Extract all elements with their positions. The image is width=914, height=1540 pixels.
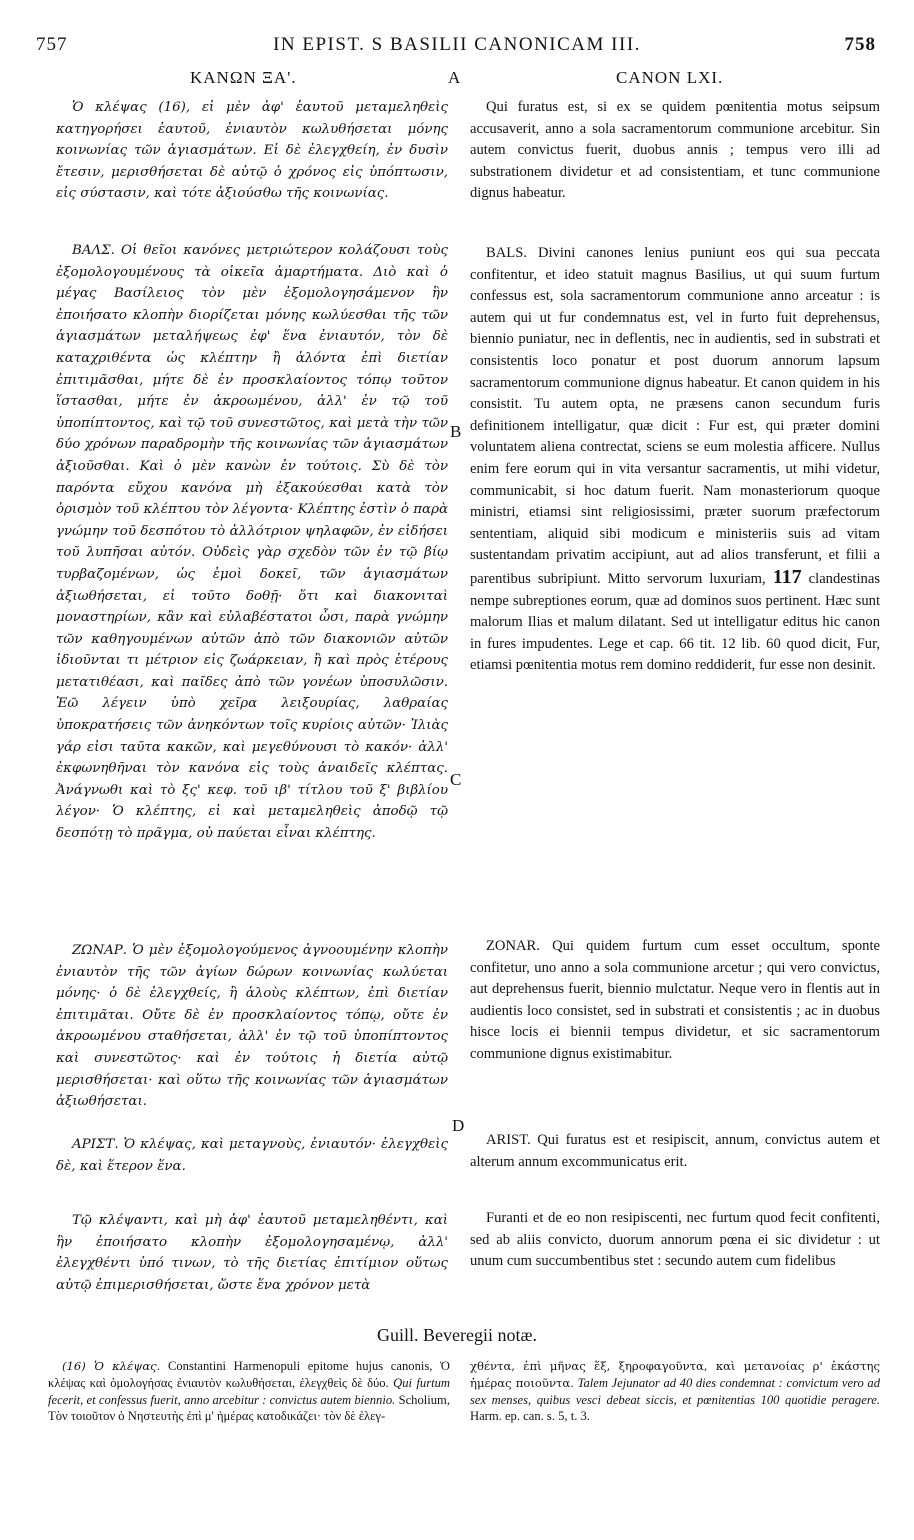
note-latin-continuation: Talem Jejunator ad 40 dies condemnat : convictum vero ad sex menses, quibus vesci debeat siccis, et pœnitentias 100 quotidie peragere. xyxy=(470,1375,880,1407)
greek-zonaras-commentary xyxy=(56,940,448,1113)
notes-left-column xyxy=(48,1358,450,1425)
greek-canon-text xyxy=(56,97,448,205)
latin-balsamon-commentary xyxy=(470,243,880,677)
greek-final-paragraph xyxy=(56,1210,448,1296)
latin-final-paragraph xyxy=(470,1208,880,1273)
greek-balsamon-paragraph: ΒΑΛΣ. Οἱ θεῖοι κανόνες μετριώτερον κολάζουσι τοὺς ἐξομολογουμένους τὰ οἰκεῖα ἁμαρτήματα. Διὸ καὶ ὁ μέγας Βασίλειος τὸν μὲν ἐξομολογησάμενον ἣν ἐποιήσατο κλοπὴν διορίζεται μόνης κωλύεσθαι τῆς τῶν ἁγιασμάτων μεταλήψεως ἐφ' ἕνα ἐνιαυτόν, τὸν δὲ καταχριθέντα ὡς κλέπτην ἢ ἁλόντα ἐπὶ διετίαν ἐπιτιμᾶσθαι, μήτε δὲ ἐν προσκλαίοντος τόπῳ τοῦτον ἵστασθαι, μήτε ἐν ἀκροωμένου, ἀλλ' ἐν τῷ τοῦ ὑποπίπτοντος, καὶ τῷ τοῦ συνεστῶτος, καὶ μετὰ τὴν τῶν δύο χρόνων παραδρομὴν τῆς κοινωνίας τῶν ἁγιασμάτων ἀξιοῦσθαι. Καὶ ὁ μὲν κανὼν ἐν τούτοις. Σὺ δὲ τὸν παρόντα εὔχου κανόνα μὴ ἐξακούεσθαι κατὰ τὸν ὁρισμὸν τοῦ κλέπτου τὸν λέγοντα· Κλέπτης ἐστὶν ὁ παρὰ γνώμην τοῦ δεσπότου τὸ ἀλλότριον ψηλαφῶν, ἐν εἰδήσει τοῦ λυπῆσαι αὐτόν. Οὐδεὶς γὰρ σχεδὸν τῶν ἐν τῷ βίῳ τυρβαζομένων, ὡς ἐμοὶ δοκεῖ, τῶν ἁγιασμάτων ἀξιωθήσεται, εἰ τοῦτο δοθῇ· ὅτι καὶ διακονιταὶ μοναστηρίων, κἂν καὶ εὐλαβέστατοι ὦσι, παρὰ γνώμην τῶν καθηγουμένων αὐτῶν ἀπὸ τῶν διακονιῶν αὐτῶν ἰδιοῦνται τι μέτριον εἰς ζωάρκειαν, ἢ καὶ πρὸς ἑτέρους μετατιθέασι, καὶ παῖδες ἀπὸ τῶν γονέων ὑποσυλῶσιν. Ἐῶ λέγειν ὑπὸ χεῖρα λειξουρίας, λαθραίας ὑποκρατήσεις τῶν ἀνηκόντων τοῖς κυρίοις αὐτῶν· Ἰλιὰς γάρ εἰσι ταῦτα κακῶν, καὶ μεγεθύνουσι τὸ κακόν· ἀλλ' ἐκφωνηθῆναι τὸν κανόνα εἰς τοὺς ἀναιδεῖς κλέπτας. Ἀνάγνωθι καὶ τὸ ξς' κεφ. τοῦ ιβ' τίτλου τοῦ ξ' βιβλίου λέγον· Ὁ κλέπτης, εἰ καὶ μεταμεληθεὶς ἀποδῷ τῷ δεσπότῃ τὸ πρᾶγμα, οὐ παύεται εἶναι κλέπτης. xyxy=(56,243,448,842)
running-title: IN EPIST. S BASILII CANONICAM III. xyxy=(273,34,641,55)
latin-aristenus-paragraph: ARIST. Qui furatus est et resipiscit, annum, convictus autem et alterum annum excommunicatus erit. xyxy=(470,1132,880,1170)
greek-final-text: Τῷ κλέψαντι, καὶ μὴ ἀφ' ἑαυτοῦ μεταμεληθέντι, καὶ ἣν ἐποιήσατο κλοπὴν ἐξομολογησαμένῳ, ἀλλ' ἐλεγχθέντι ὑπό τινων, τὸ τῆς διετίας ἐπιτίμιον οὕτως αὐτῷ ἐπιμερισθήσεται, ὥστε ἕνα χρόνον μετὰ xyxy=(56,1213,448,1293)
latin-canon-text xyxy=(470,97,880,205)
latin-zonaras-paragraph: ZONAR. Qui quidem furtum cum esset occultum, sponte confitetur, uno anno a sola communione arcetur ; qui vero convictus, aut deprehensus fuerit, biennio mulctatur. Neque vero in flentis aut in audientis loco consistet, sed in substrati et consistentis ; ac in duobus hisce locis ei biennii tempus dividetur, et sic sacramentorum communione dignus existimabitur. xyxy=(470,938,880,1062)
note-text: Constantini Harmenopuli epitome hujus canonis, Ὁ κλέψας καὶ ὁμολογήσας ἐνιαυτὸν κωλυθήσεται, ἐλεγχθεὶς δὲ δύο. xyxy=(48,1359,451,1390)
greek-canon-paragraph: Ὁ κλέψας (16), εἰ μὲν ἀφ' ἑαυτοῦ μεταμεληθεὶς κατηγορήσει ἑαυτοῦ, ἐνιαυτὸν κωλυθήσεται μόνης κοινωνίας τῶν ἁγιασμάτων. Εἰ δὲ ἐλεγχθείη, ἐν δυσὶν ἔτεσιν, μερισθήσεται δὲ αὐτῷ ὁ χρόνος εἰς ὑπόπτωσιν, εἰς σύστασιν, καὶ τότε ἀξιούσθω τῆς κοινωνίας. xyxy=(56,100,448,202)
latin-balsamon-text-tail: clandestinas nempe subreptiones eorum, quæ ad dominos suos pertinent. Hæc sunt malorum Ilias et malum dilatant. Sed ut intelligatur editus hic canon in fures impudentes. Lege et cap. 66 tit. 12 lib. 60 quod dicit, Fur, etiamsi pœnitentia motus rem domino reddiderit, fur esse non desinit. xyxy=(470,570,880,674)
page-number-left: 757 xyxy=(36,34,68,55)
note-translation: Qui furtum fecerit, et confessus fuerit, anno arcebitur : convictus autem biennio. xyxy=(48,1375,450,1407)
note-reference: Harm. ep. can. s. 5, t. 3. xyxy=(470,1409,590,1424)
note-scholium: Scholium, Τὸν τοιοῦτον ὁ Νηστευτὴς ἐπὶ μ' ἡμέρας κατοδικάζει· τὸν δὲ ἐλεγ- xyxy=(48,1392,450,1424)
latin-balsamon-text: BALS. Divini canones lenius puniunt eos qui sua peccata confitentur, et ideo statuit magnus Basilius, ut qui suum furtum confessus est, sola sacramentorum communione anno arceatur : is autem qui ut fur condemnatus est, vel in furto fuit deprehensus, biennio puniatur, nec in deflentis, nec in audientis, sed in substrati et consistentis loco ponatur et post duorum annorum lapsum sacramentorum communione dignus habeatur. Et canon quidem in his consistit. Tu autem opta, ne præsens canon secundum furis definitionem intelligatur, quæ dicit : Fur est, qui præter domini voluntatem aliena contrectat, sciens se eum molestia afficere. Nullus enim fere eorum qui in vita versantur sacramentis, ut mihi videtur, communicabit, si hoc datum fuerit. Nam monasteriorum quoque ministri, etiamsi sint religiosissimi, præter suorum præfectorum sententiam, aliquid sibi modicum e ministeriis suis ad vitam sustentandam privatim accipiunt, aut ad alios transferunt, et filii a parentibus subripiunt. Mitto servorum luxuriam, xyxy=(470,245,880,587)
greek-canon-title: ΚΑΝΩΝ ΞΑ'. xyxy=(190,68,297,87)
page-number-right: 758 xyxy=(844,34,876,55)
notes-right-column xyxy=(470,1358,880,1425)
latin-balsamon-paragraph xyxy=(470,243,880,677)
latin-canon-title: CANON LXI. xyxy=(616,68,724,87)
latin-canon-paragraph: Qui furatus est, si ex se quidem pœnitentia motus seipsum accusaverit, anno a sola sacramentorum communione arcebitur. Sin autem convictus fuerit, duobus annis ; tempus vero illi ad substrationem dividetur et ad consistentiam, et tunc communione dignus habeatur. xyxy=(470,99,880,202)
section-mark-d: D xyxy=(452,1116,465,1135)
latin-final-text: Furanti et de eo non resipiscenti, nec furtum quod fecit confitenti, sed ab aliis convicto, duorum annorum pœna ei sic dividetur : ut unum cum succumbentibus stet : secundo autem cum fidelibus xyxy=(470,1210,880,1270)
greek-balsamon-commentary xyxy=(56,240,448,845)
greek-aristenus-paragraph: ΑΡΙΣΤ. Ὁ κλέψας, καὶ μεταγνοὺς, ἐνιαυτόν· ἐλεγχθεὶς δὲ, καὶ ἕτερον ἕνα. xyxy=(56,1137,448,1174)
note-prefix: (16) Ὁ κλέψας. xyxy=(62,1359,161,1373)
note-greek-continuation: χθέντα, ἐπὶ μῆνας ἕξ, ξηροφαγοῦντα, καὶ μετανοίας ρ' ἑκάστης ἡμέρας ποιοῦντα. xyxy=(470,1359,880,1390)
greek-zonaras-paragraph: ΖΩΝΑΡ. Ὁ μὲν ἐξομολογούμενος ἀγνοουμένην κλοπὴν ἐνιαυτὸν τῆς τῶν ἁγίων δώρων κοινωνίας κωλύεται μόνης· ὁ δὲ ἐλεγχθείς, ἢ ἁλοὺς κλέπτων, ἐπὶ διετίαν ἐπιτιμᾶται. Οὔτε δὲ ἐν προσκλαίοντος τόπῳ, οὔτε ἐν ἀκροωμένου σταθήσεται, ἀλλ' ἐν τῷ τοῦ ὑποπίπτοντος καὶ συνεστῶτος· καὶ ἐν τούτοις ἡ διετία αὐτῷ μερισθήσεται· καὶ οὕτω τῆς κοινωνίας τῶν ἁγιασμάτων ἀξιωθήσεται. xyxy=(56,943,448,1110)
note-16-continued xyxy=(470,1358,880,1425)
section-mark-b: B xyxy=(450,422,462,441)
section-mark-c: C xyxy=(450,770,462,789)
notes-heading: Guill. Beveregii notæ. xyxy=(377,1325,537,1345)
latin-zonaras-commentary xyxy=(470,936,880,1066)
latin-aristenus-commentary xyxy=(470,1130,880,1173)
marginal-page-number: 117 xyxy=(772,565,802,588)
greek-aristenus-commentary xyxy=(56,1134,448,1177)
note-16 xyxy=(48,1358,450,1425)
section-mark-a: A xyxy=(448,68,461,87)
